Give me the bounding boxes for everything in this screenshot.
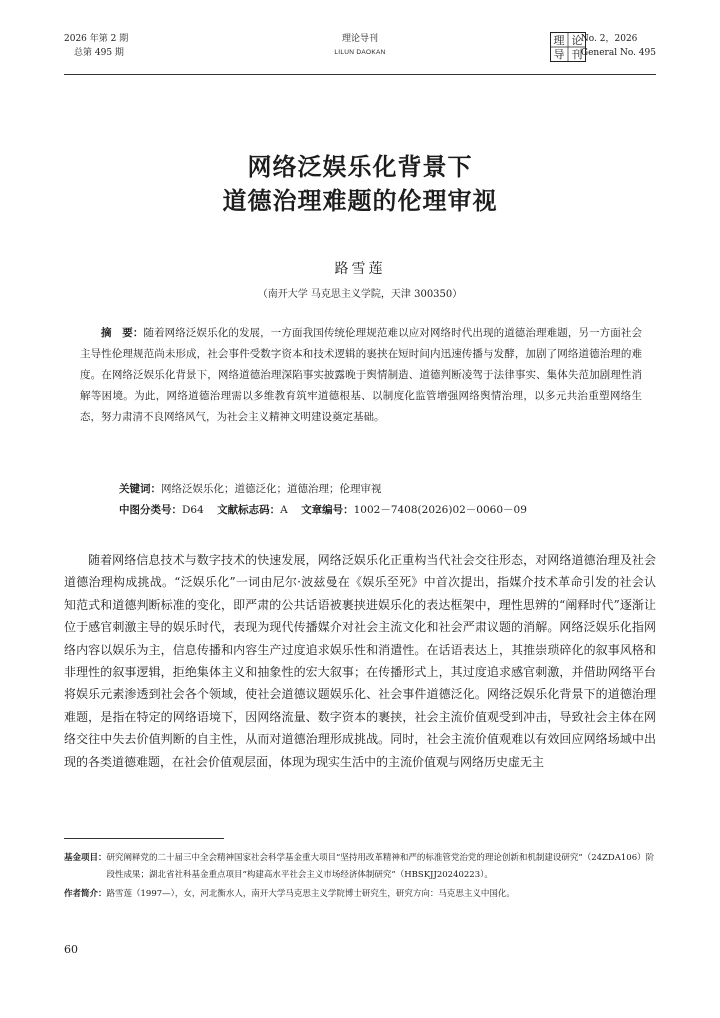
abstract-label: 摘 要： bbox=[101, 327, 144, 339]
article-number-label: 文章编号： bbox=[301, 504, 354, 516]
journal-name-cn: 理论导刊 bbox=[341, 34, 378, 44]
issue-year-number: 2026 年第 2 期 bbox=[64, 34, 129, 44]
general-number-en: General No. 495 bbox=[580, 48, 656, 58]
clc-value: D64 bbox=[182, 504, 204, 516]
keywords-label: 关键词： bbox=[119, 483, 161, 495]
doc-code-value: A bbox=[280, 504, 288, 516]
issue-total-number: 总第 495 期 bbox=[74, 48, 124, 58]
footnotes bbox=[64, 850, 656, 903]
logo-glyph: 理 bbox=[553, 34, 565, 47]
author-name: 路雪莲 bbox=[334, 261, 386, 277]
issue-info-en bbox=[581, 32, 656, 60]
abstract-text: 随着网络泛娱乐化的发展，一方面我国传统伦理规范难以应对网络时代出现的道德治理难题，另一方面社会主导性伦理规范尚未形成，社会事件受数字资本和技术逻辑的裹挟在短时间内迅速传播与发酵，加剧了网络道德治理的难度。在网络泛娱乐化背景下，网络道德治理深陷事实披露晚于舆情制造、道德判断凌驾于法律事实、集体失范加剧理性消解等困境。为此，网络道德治理需以多维教育筑牢道德根基、以制度化监管增强网络舆情治理，以多元共治重塑网络生态，努力肃清不良网络风气，为社会主义精神文明建设奠定基础。 bbox=[80, 327, 643, 423]
title-line-2: 道德治理难题的伦理审视 bbox=[222, 186, 498, 215]
title-line-1: 网络泛娱乐化背景下 bbox=[247, 152, 473, 181]
logo-glyph: 导 bbox=[553, 48, 565, 61]
author-bio-text: 路雪莲（1997—），女，河北衡水人，南开大学马克思主义学院博士研究生，研究方向：马克思主义中国化。 bbox=[106, 889, 515, 899]
article-title bbox=[0, 150, 720, 218]
issue-number-en: No. 2，2026 bbox=[580, 34, 638, 44]
running-header bbox=[64, 32, 656, 68]
body-text bbox=[64, 549, 656, 773]
footnote-rule bbox=[64, 838, 224, 839]
header-rule bbox=[64, 74, 656, 75]
author-affiliation: （南开大学 马克思主义学院，天津 300350） bbox=[257, 289, 463, 300]
abstract bbox=[80, 323, 642, 428]
journal-name-en: LILUN DAOKAN bbox=[334, 49, 386, 56]
logo-glyph: 论 bbox=[571, 34, 583, 47]
fund-note bbox=[64, 850, 656, 884]
clc-label: 中图分类号： bbox=[119, 504, 182, 516]
author-bio-note bbox=[64, 886, 656, 903]
keywords bbox=[119, 479, 382, 500]
body-paragraph: 随着网络信息技术与数字技术的快速发展，网络泛娱乐化正重构当代社会交往形态，对网络道德治理及社会道德治理构成挑战。“泛娱乐化”一词由尼尔·波兹曼在《娱乐至死》中首次提出，指媒介技术革命引发的社会认知范式和道德判断标准的变化，即严肃的公共话语被裹挟进娱乐化的表达框架中，理性思辨的“阐释时代”逐渐让位于感官刺激主导的娱乐时代，表现为现代传播媒介对社会主流文化和社会严肃议题的消解。网络泛娱乐化指网络内容以娱乐为主，信息传播和内容生产过度追求娱乐性和消遣性。在话语表达上，其推崇琐碎化的叙事风格和非理性的叙事逻辑，拒绝集体主义和抽象性的宏大叙事；在传播形式上，其过度追求感官刺激，并借助网络平台将娱乐元素渗透到社会各个领域，使社会道德议题娱乐化、社会事件道德泛化。网络泛娱乐化背景下的道德治理难题，是指在特定的网络语境下，因网络流量、数字资本的裹挟，社会主流价值观受到冲击，导致社会主体在网络交往中失去价值判断的自主性，从而对道德治理形成挑战。同时，社会主流价值观难以有效回应网络场域中出现的各类道德难题，在社会价值观层面，体现为现实生活中的主流价值观与网络历史虚无主 bbox=[64, 553, 656, 769]
author-bio-label: 作者简介： bbox=[64, 889, 107, 899]
logo-glyph: 刊 bbox=[571, 48, 583, 61]
fund-label: 基金项目： bbox=[64, 853, 107, 863]
classification-line bbox=[119, 500, 527, 521]
doc-code-label: 文献标志码： bbox=[217, 504, 281, 516]
article-number-value: 1002－7408(2026)02－0060－09 bbox=[353, 504, 527, 516]
page-number: 60 bbox=[64, 943, 78, 956]
fund-text: 研究阐释党的二十届三中全会精神国家社会科学基金重大项目“坚持用改革精神和严的标准管党治党的理论创新和机制建设研究”（24ZDA106）阶段性成果；湖北省社科基金重点项目“构建高水平社会主义市场经济体制研究”（HBSKJJ20240223）。 bbox=[106, 853, 655, 880]
keywords-text: 网络泛娱乐化；道德泛化；道德治理；伦理审视 bbox=[161, 483, 382, 495]
